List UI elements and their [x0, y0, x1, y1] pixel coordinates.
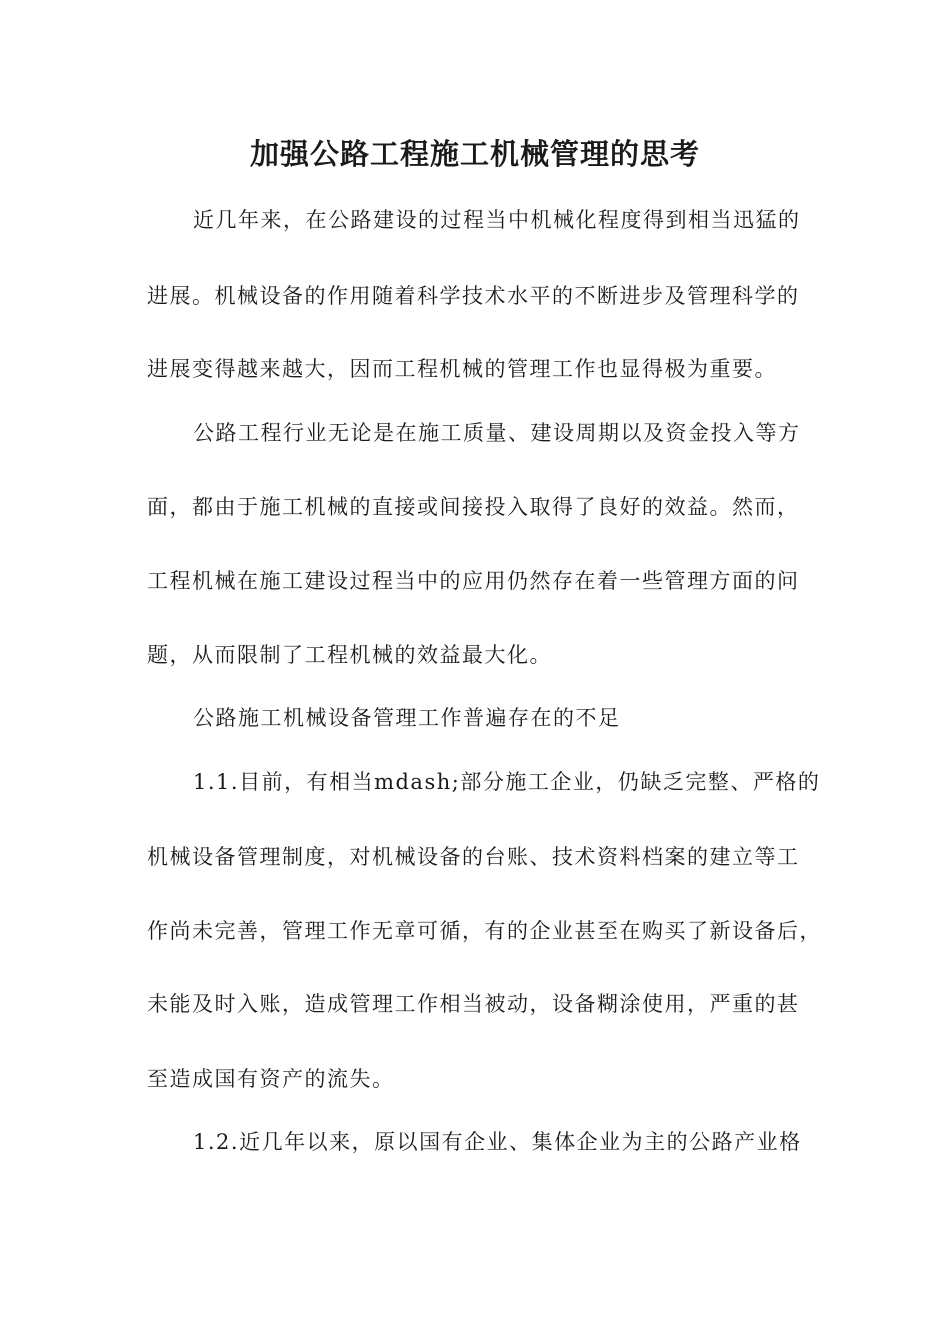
section-heading: 公路施工机械设备管理工作普遍存在的不足: [193, 706, 621, 730]
paragraph-line: 工程机械在施工建设过程当中的应用仍然存在着一些管理方面的问: [147, 569, 800, 593]
paragraph-line: 未能及时入账，造成管理工作相当被动，设备糊涂使用，严重的甚: [147, 992, 800, 1016]
paragraph-line: 1.1.目前，有相当mdash;部分施工企业，仍缺乏完整、严格的: [193, 770, 821, 794]
paragraph-line: 近几年来，在公路建设的过程当中机械化程度得到相当迅猛的: [193, 208, 801, 232]
paragraph-line: 1.2.近几年以来，原以国有企业、集体企业为主的公路产业格: [193, 1130, 802, 1154]
paragraph-line: 进展变得越来越大，因而工程机械的管理工作也显得极为重要。: [147, 357, 777, 381]
paragraph-line: 作尚未完善，管理工作无章可循，有的企业甚至在购买了新设备后，: [147, 919, 822, 943]
document-title: 加强公路工程施工机械管理的思考: [249, 137, 700, 171]
paragraph-line: 题，从而限制了工程机械的效益最大化。: [147, 643, 552, 667]
paragraph-line: 机械设备管理制度，对机械设备的台账、技术资料档案的建立等工: [147, 845, 800, 869]
paragraph-line: 至造成国有资产的流失。: [147, 1067, 395, 1091]
paragraph-line: 进展。机械设备的作用随着科学技术水平的不断进步及管理科学的: [147, 284, 800, 308]
paragraph-line: 面，都由于施工机械的直接或间接投入取得了良好的效益。然而，: [147, 495, 800, 519]
paragraph-line: 公路工程行业无论是在施工质量、建设周期以及资金投入等方: [193, 421, 801, 445]
